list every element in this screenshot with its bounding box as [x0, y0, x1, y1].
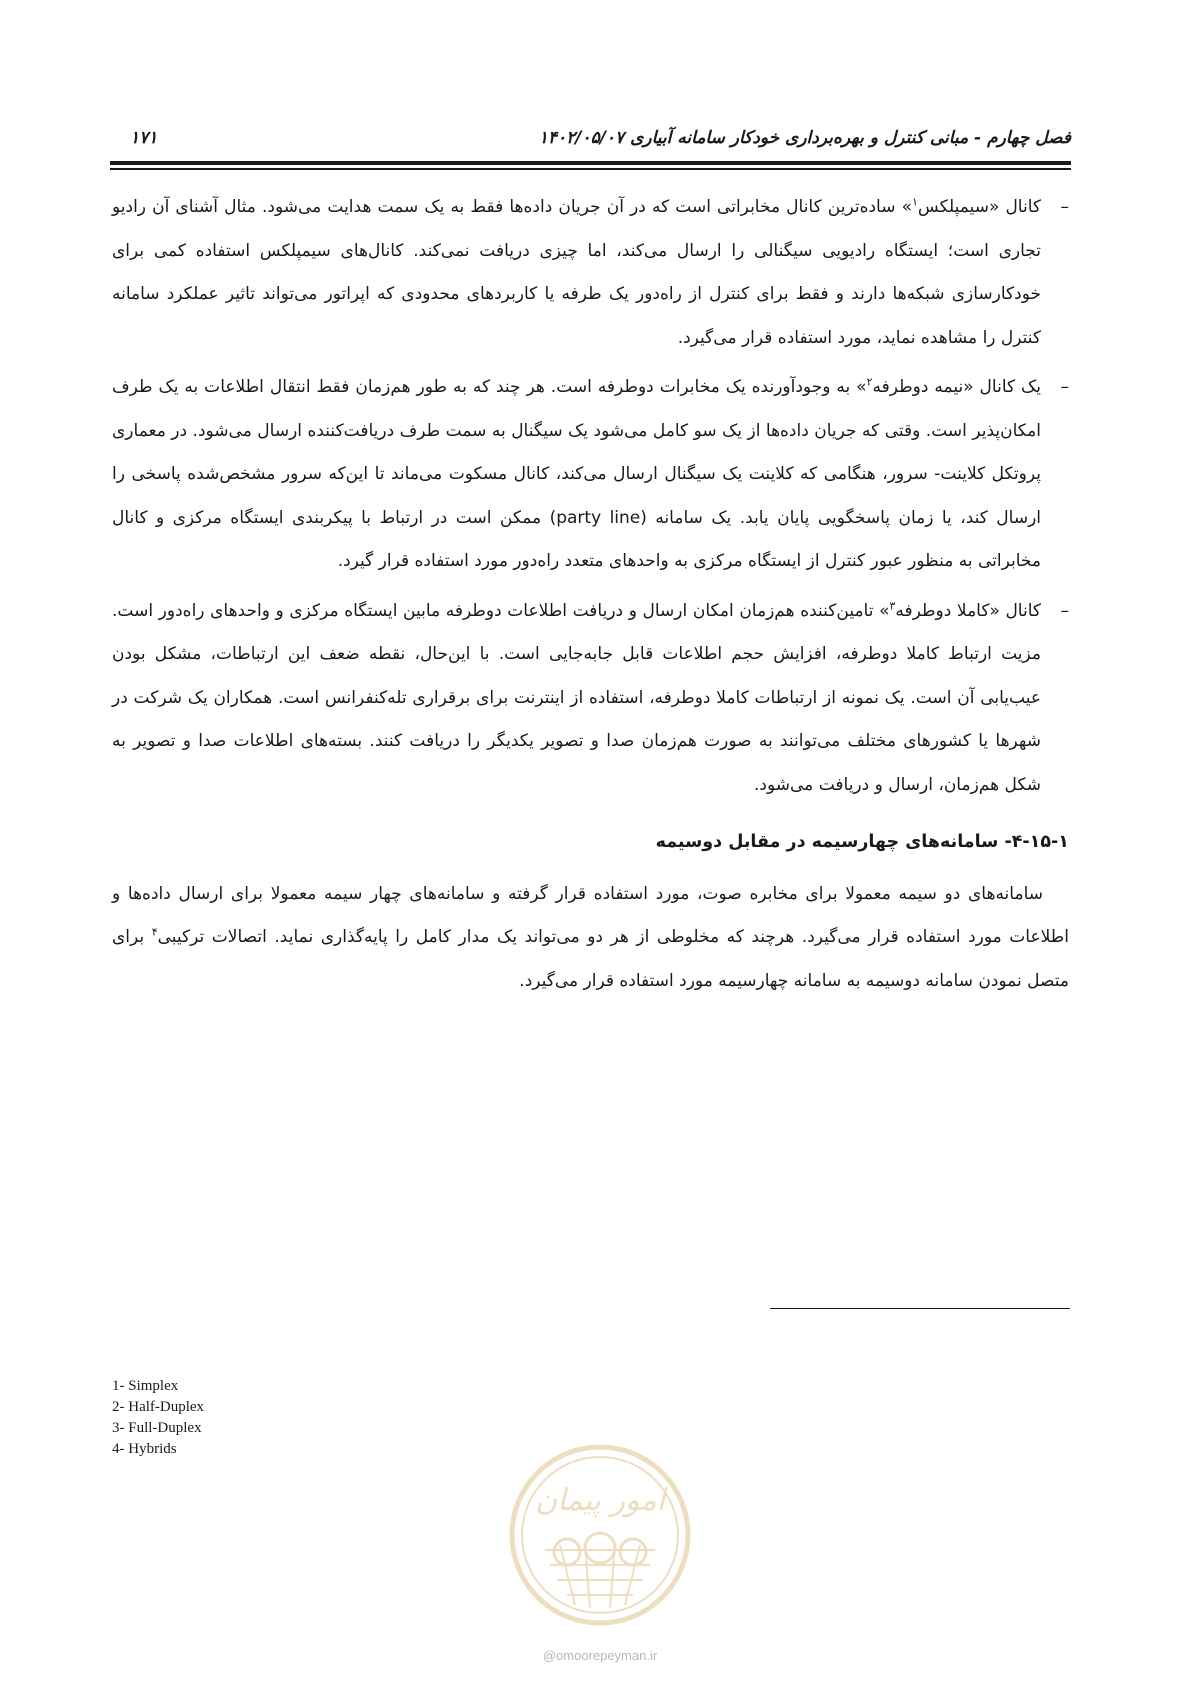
footnote-ref: ۴ — [151, 925, 158, 939]
header-title: فصل چهارم - مبانی کنترل و بهره‌برداری خودکار سامانه آبیاری ۱۴۰۲/۰۵/۰۷ — [538, 128, 1071, 148]
footnote-4: 4- Hybrids — [112, 1441, 177, 1457]
bullet-dash: – — [1060, 377, 1069, 397]
footnote-separator — [770, 1308, 1070, 1309]
footnote-ref: ۲ — [866, 375, 873, 389]
header-rule-thin — [110, 168, 1071, 170]
watermark-logo-text: امور پیمان — [535, 1483, 665, 1518]
watermark-url: @omoorepeyman.ir — [542, 1648, 658, 1663]
page-header — [110, 128, 1071, 154]
bullet-simplex — [112, 186, 1069, 360]
bullet-dash: – — [1060, 197, 1069, 217]
bullet-text-end: » به وجودآورنده یک مخابرات دوطرفه است. هر چند که به طور هم‌زمان فقط انتقال اطلاعات به یک طرف امکان‌پذیر است. وقتی که جریان داده‌ها از یک سو کامل می‌شود یک سیگنال به سمت طرف دریافت‌کننده ارسال می‌شود. در معماری پروتکل کلاینت- سرور، هنگامی که کلاینت یک سیگنال ارسال می‌کند، کانال مسکوت می‌ماند تا این‌که سرور مشخص‌شده پاسخی را ارسال کند، یا زمان پاسخگویی پایان یابد. یک سامانه (party line) ممکن است در ارتباط با پیکربندی ایستگاه مرکزی و کانال مخابراتی به منظور عبور کنترل از ایستگاه مرکزی به واحدهای متعدد راه‌دور مورد استفاده قرار گیرد. — [112, 377, 1041, 571]
page-number: ۱۷۱ — [130, 128, 158, 148]
bullet-full-duplex — [112, 590, 1069, 808]
bullet-text-start: کانال «سیمپلکس — [917, 197, 1041, 217]
footnote-ref: ۳ — [889, 598, 896, 612]
watermark-logo — [505, 1440, 695, 1630]
bullet-half-duplex — [112, 366, 1069, 584]
section-paragraph — [112, 873, 1069, 1004]
page-body — [112, 186, 1069, 1003]
footnotes — [112, 1376, 204, 1460]
paragraph-text-end: برای متصل نمودن سامانه دوسیمه به سامانه چهارسیمه مورد استفاده قرار می‌گیرد. — [112, 927, 1069, 991]
bullet-text-start: کانال «کاملا دوطرفه — [895, 600, 1041, 621]
footnote-ref: ۱ — [912, 195, 918, 209]
header-rule-thick — [110, 161, 1071, 165]
footnote-2: 2- Half-Duplex — [112, 1399, 205, 1415]
bullet-text-start: یک کانال «نیمه دوطرفه — [872, 377, 1041, 397]
section-heading: ۴-۱۵-۱- سامانه‌های چهارسیمه در مقابل دوسیمه — [655, 832, 1069, 852]
footnote-1: 1- Simplex — [112, 1378, 179, 1394]
paragraph-text-start: سامانه‌های دو سیمه معمولا برای مخابره صوت، مورد استفاده قرار گرفته و سامانه‌های چهار سیمه معمولا برای ارسال داده‌ها و اطلاعات مورد استفاده قرار می‌گیرد. هرچند که مخلوطی از هر دو می‌تواند یک مدار کامل را پایه‌گذاری نماید. اتصالات ترکیبی — [112, 883, 1069, 947]
bullet-text-end: » ساده‌ترین کانال مخابراتی است که در آن جریان داده‌ها فقط به یک سمت هدایت می‌شود. مثال آشنای آن رادیو تجاری است؛ ایستگاه رادیویی سیگنالی را ارسال می‌کند، اما چیزی دریافت نمی‌کند. کانال‌های سیمپلکس استفاده کمی برای خودکارسازی شبکه‌ها دارند و فقط برای کنترل از راه‌دور یک طرفه یا کاربردهای محدودی که اپراتور می‌تواند تاثیر عملکرد سامانه کنترل را مشاهده نماید، مورد استفاده قرار می‌گیرد. — [112, 197, 1041, 348]
footnote-3: 3- Full-Duplex — [112, 1420, 202, 1436]
bullet-text-end: » تامین‌کننده هم‌زمان امکان ارسال و دریافت اطلاعات دوطرفه مابین ایستگاه مرکزی و واحدهای راه‌دور است. مزیت ارتباط کاملا دوطرفه، افزایش حجم اطلاعات قابل جابه‌جایی است. با این‌حال، نقطه ضعف این ارتباطات، مشکل بودن عیب‌یابی آن است. یک نمونه از ارتباطات کاملا دوطرفه، استفاده از اینترنت برای برقراری تله‌کنفرانس است. همکاران یک شرکت در شهرها یا کشورهای مختلف می‌توانند به صورت هم‌زمان صدا و تصویر یکدیگر را دریافت کنند. بسته‌های اطلاعات صدا و تصویر به شکل هم‌زمان، ارسال و دریافت می‌شود. — [112, 600, 1041, 795]
bullet-dash: – — [1060, 600, 1069, 621]
